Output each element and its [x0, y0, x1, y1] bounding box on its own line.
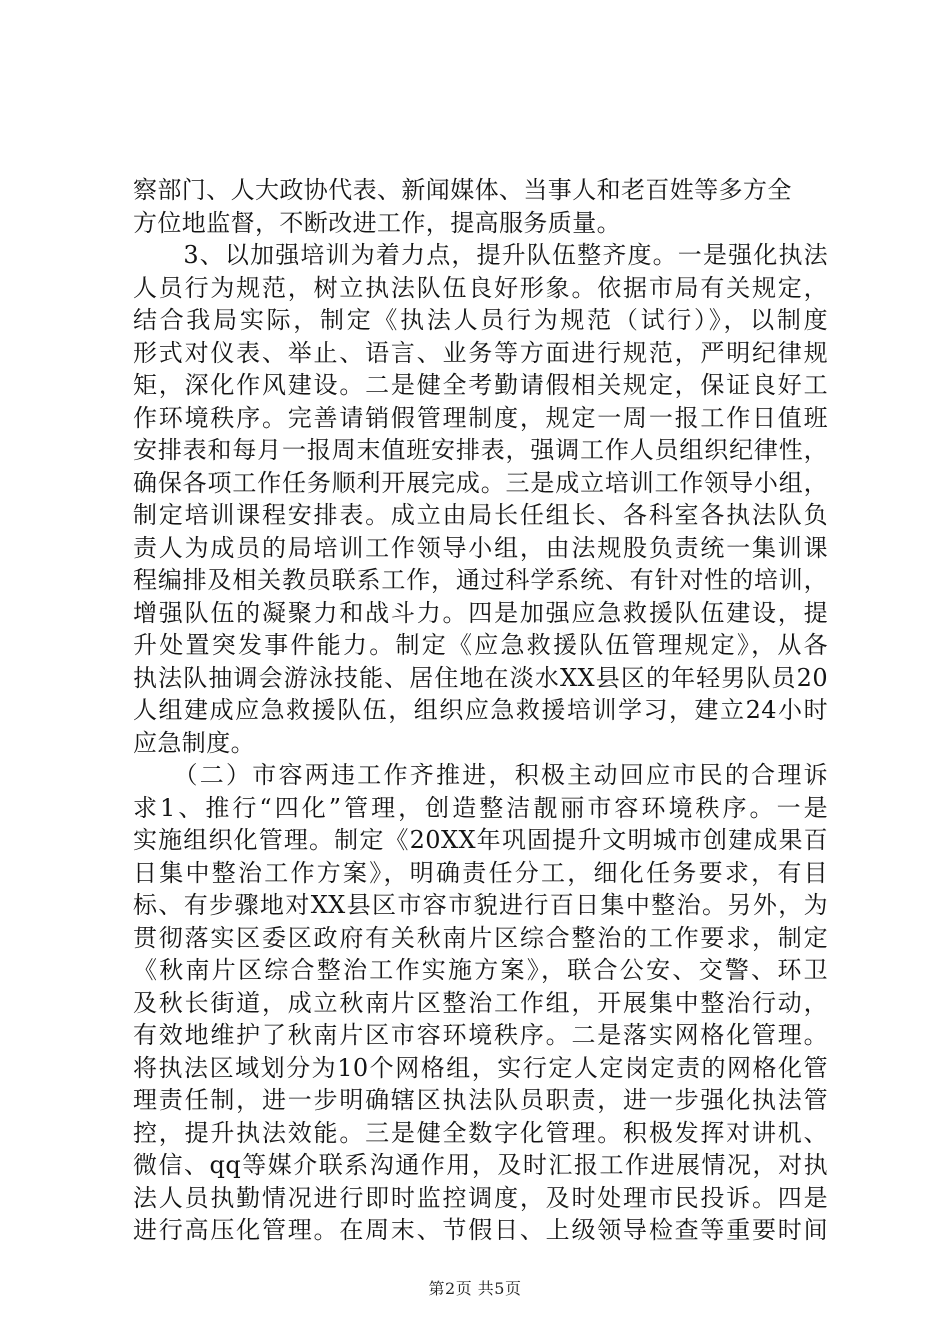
text-line: 3、以加强培训为着力点，提升队伍整齐度。一是强化执法	[133, 241, 828, 269]
text-line: 贯彻落实区委区政府有关秋南片区综合整治的工作要求，制定	[133, 923, 828, 952]
text-line: 应急制度。	[133, 728, 255, 757]
text-line: 微信、qq等媒介联系沟通作用，及时汇报工作进展情况，对执	[133, 1151, 828, 1179]
text-line: 增强队伍的凝聚力和战斗力。四是加强应急救援队伍建设，提	[133, 598, 828, 627]
text-line: 理责任制，进一步明确辖区执法队员职责，进一步强化执法管	[133, 1086, 828, 1114]
document-body	[133, 174, 828, 1247]
text-line: （二）市容两违工作齐推进，积极主动回应市民的合理诉	[133, 761, 828, 789]
page-footer: 第2页 共5页	[428, 1279, 522, 1298]
text-line: 将执法区域划分为10个网格组，实行定人定岗定责的网格化管	[133, 1053, 828, 1082]
text-line: 执法队抽调会游泳技能、居住地在淡水XX县区的年轻男队员20	[133, 663, 828, 692]
text-line: 控，提升执法效能。三是健全数字化管理。积极发挥对讲机、	[133, 1118, 828, 1147]
text-line: 作环境秩序。完善请销假管理制度，规定一周一报工作日值班	[133, 403, 828, 432]
text-line: 《秋南片区综合整治工作实施方案》，联合公安、交警、环卫	[133, 956, 828, 984]
text-line: 法人员执勤情况进行即时监控调度，及时处理市民投诉。四是	[133, 1183, 828, 1212]
text-line: 结合我局实际，制定《执法人员行为规范（试行）》，以制度	[133, 306, 828, 334]
text-line: 进行高压化管理。在周末、节假日、上级领导检查等重要时间	[133, 1216, 828, 1244]
text-line: 实施组织化管理。制定《20XX年巩固提升文明城市创建成果百	[133, 826, 828, 854]
text-line: 求1、推行“四化”管理，创造整洁靓丽市容环境秩序。一是	[133, 793, 828, 822]
text-line: 程编排及相关教员联系工作，通过科学系统、有针对性的培训，	[133, 566, 828, 594]
text-line: 安排表和每月一报周末值班安排表，强调工作人员组织纪律性，	[133, 436, 828, 464]
text-line: 矩，深化作风建设。二是健全考勤请假相关规定，保证良好工	[133, 371, 828, 399]
text-line: 确保各项工作任务顺利开展完成。三是成立培训工作领导小组，	[133, 468, 828, 497]
text-line: 察部门、人大政协代表、新闻媒体、当事人和老百姓等多方全	[133, 176, 792, 204]
text-line: 人组建成应急救援队伍，组织应急救援培训学习，建立24小时	[133, 696, 828, 724]
text-line: 制定培训课程安排表。成立由局长任组长、各科室各执法队负	[133, 501, 828, 529]
text-line: 标、有步骤地对XX县区市容市貌进行百日集中整治。另外，为	[133, 891, 828, 919]
text-line: 升处置突发事件能力。制定《应急救援队伍管理规定》，从各	[133, 631, 828, 659]
text-line: 形式对仪表、举止、语言、业务等方面进行规范，严明纪律规	[133, 338, 828, 367]
text-line: 及秋长街道，成立秋南片区整治工作组，开展集中整治行动，	[133, 988, 828, 1017]
text-line: 日集中整治工作方案》，明确责任分工，细化任务要求，有目	[133, 858, 828, 887]
text-line: 有效地维护了秋南片区市容环境秩序。二是落实网格化管理。	[133, 1021, 828, 1049]
text-line: 人员行为规范，树立执法队伍良好形象。依据市局有关规定，	[133, 273, 828, 302]
text-line: 责人为成员的局培训工作领导小组，由法规股负责统一集训课	[133, 533, 828, 562]
text-line: 方位地监督，不断改进工作，提高服务质量。	[133, 208, 621, 237]
